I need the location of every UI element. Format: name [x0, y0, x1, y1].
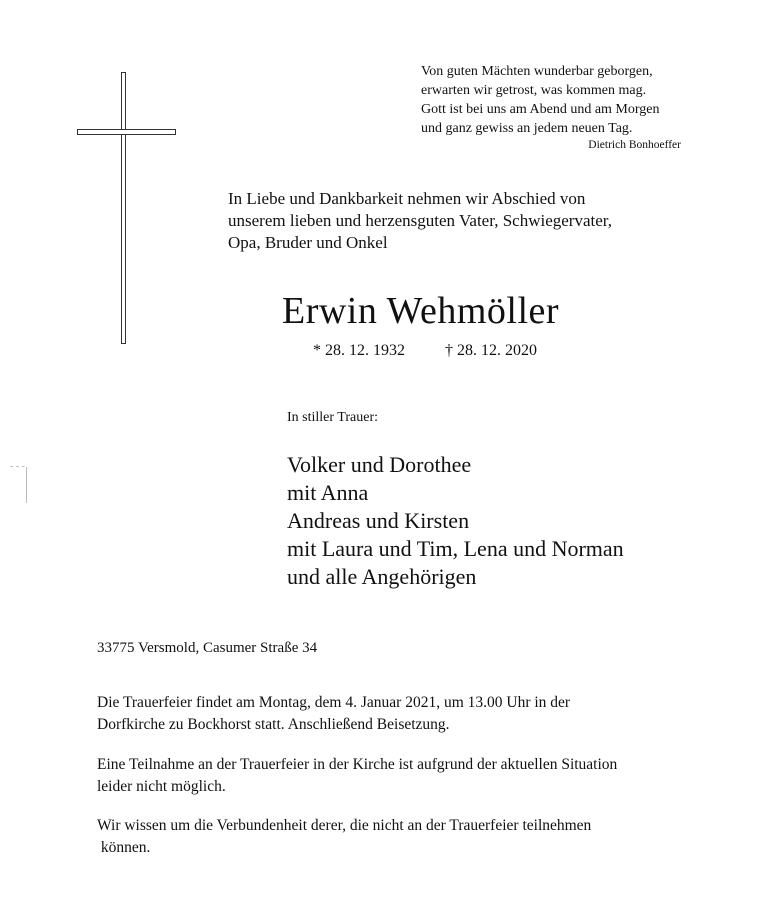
deceased-name: Erwin Wehmöller: [282, 290, 560, 332]
poem-line: Gott ist bei uns am Abend und am Morgen: [421, 102, 660, 117]
mourner-line: mit Anna: [287, 480, 369, 505]
cross-icon: [121, 72, 126, 344]
cross-icon-bar: [77, 129, 176, 135]
paragraph-line: Dorfkirche zu Bockhorst statt. Anschließend Beisetzung.: [97, 716, 450, 733]
paragraph-line: Eine Teilnahme an der Trauerfeier in der Kirche ist aufgrund der aktuellen Situation: [97, 756, 618, 773]
life-dates: [313, 342, 537, 360]
birth-date: * 28. 12. 1932: [313, 342, 405, 359]
poem-author: Dietrich Bonhoeffer: [588, 139, 681, 151]
paragraph-line: können.: [97, 839, 151, 856]
poem-line: und ganz gewiss an jedem neuen Tag.: [421, 121, 633, 136]
intro-text: [228, 188, 688, 254]
mourning-label: In stiller Trauer:: [287, 410, 378, 425]
poem-quote: [421, 62, 691, 153]
cross-icon-join: [122, 130, 125, 134]
mourners-list: [287, 451, 624, 591]
attendance-paragraph: [97, 754, 717, 798]
death-date: † 28. 12. 2020: [445, 342, 537, 359]
scan-mark: - - -: [10, 461, 25, 472]
poem-line: erwarten wir getrost, was kommen mag.: [421, 83, 647, 98]
paragraph-line: Die Trauerfeier findet am Montag, dem 4. Januar 2021, um 13.00 Uhr in der: [97, 694, 571, 711]
mourner-line: und alle Angehörigen: [287, 564, 477, 589]
intro-line: Opa, Bruder und Onkel: [228, 233, 388, 252]
poem-line: Von guten Mächten wunderbar geborgen,: [421, 64, 653, 79]
paragraph-line: Wir wissen um die Verbundenheit derer, die nicht an der Trauerfeier teilnehmen: [97, 817, 592, 834]
paragraph-line: leider nicht möglich.: [97, 778, 226, 795]
scan-mark-line: [26, 467, 27, 503]
mourner-line: Volker und Dorothee: [287, 452, 472, 477]
mourner-line: Andreas und Kirsten: [287, 508, 470, 533]
intro-line: unserem lieben und herzensguten Vater, Schwiegervater,: [228, 211, 612, 230]
intro-line: In Liebe und Dankbarkeit nehmen wir Abschied von: [228, 189, 586, 208]
solidarity-paragraph: [97, 815, 717, 859]
funeral-info-paragraph: [97, 692, 717, 736]
mourner-line: mit Laura und Tim, Lena und Norman: [287, 536, 624, 561]
address: 33775 Versmold, Casumer Straße 34: [97, 640, 318, 656]
